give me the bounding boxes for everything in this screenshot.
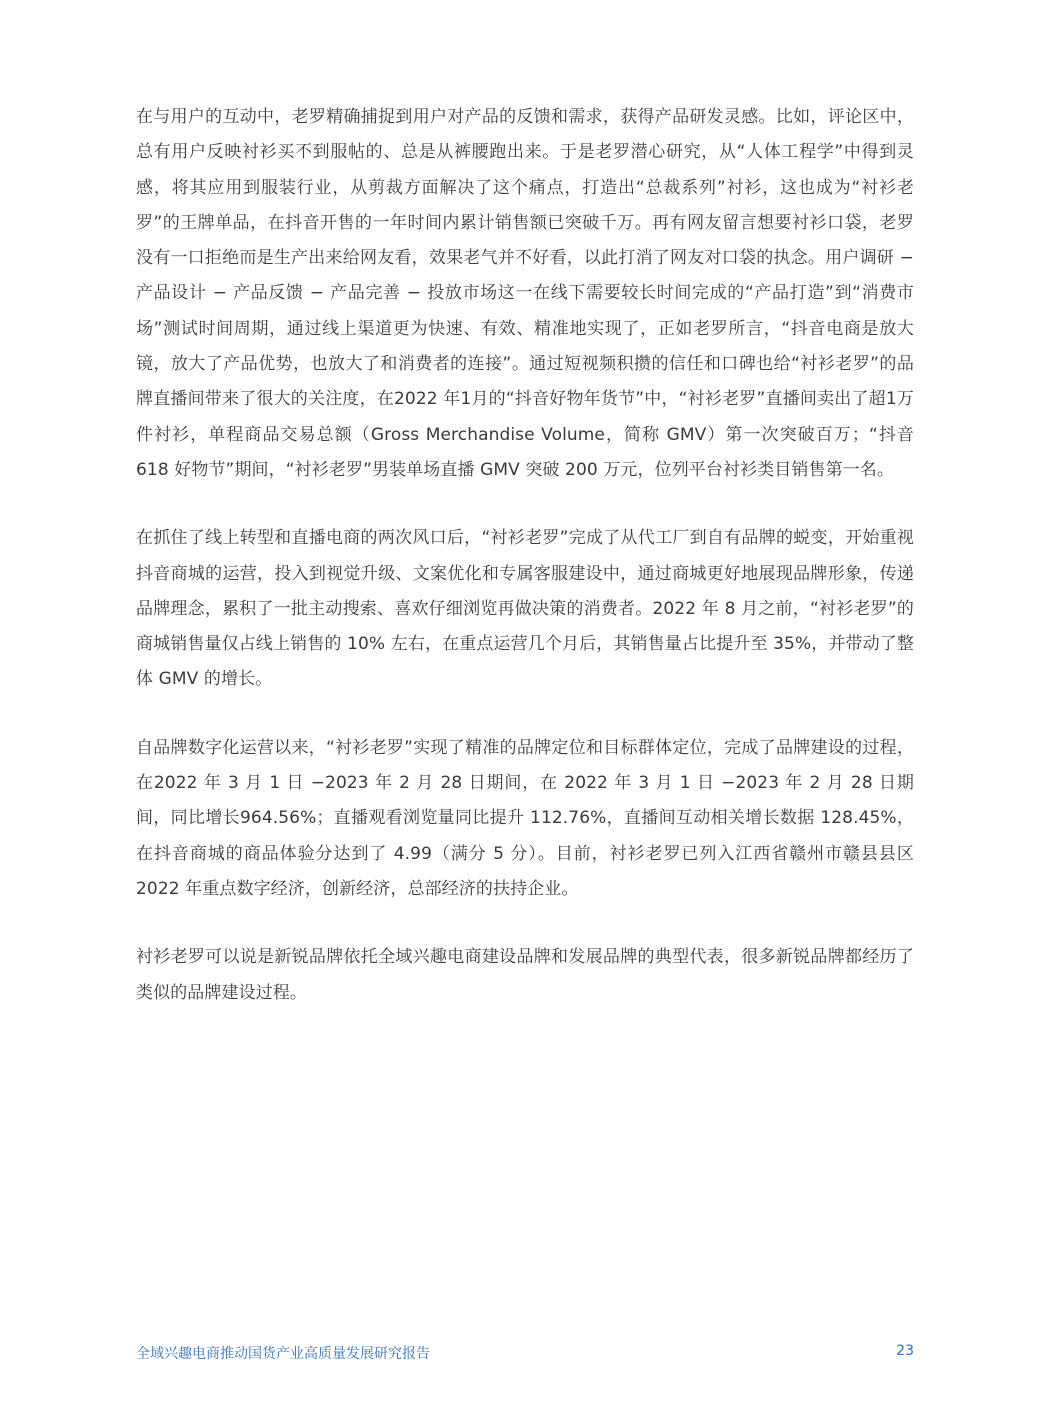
- paragraph-1: 在与用户的互动中，老罗精确捕捉到用户对产品的反馈和需求，获得产品研发灵感。比如，评论区中，总有用户反映衬衫买不到服帖的、总是从裤腰跑出来。于是老罗潜心研究，从“人体工程学”中得到灵感，将其应用到服装行业，从剪裁方面解决了这个痛点，打造出“总裁系列”衬衫，这也成为“衬衫老罗”的王牌单品，在抖音开售的一年时间内累计销售额已突破千万。再有网友留言想要衬衫口袋，老罗没有一口拒绝而是生产出来给网友看，效果老气并不好看，以此打消了网友对口袋的执念。用户调研 − 产品设计 − 产品反馈 − 产品完善 − 投放市场这一在线下需要较长时间完成的“产品打造”到“消费市场”测试时间周期，通过线上渠道更为快速、有效、精准地实现了，正如老罗所言，“抖音电商是放大镜，放大了产品优势，也放大了和消费者的连接”。通过短视频积攒的信任和口碑也给“衬衫老罗”的品牌直播间带来了很大的关注度，在2022 年1月的“抖音好物年货节”中，“衬衫老罗”直播间卖出了超1万件衬衫，单程商品交易总额（Gross Merchandise Volume，简称 GMV）第一次突破百万；“抖音 618 好物节”期间，“衬衫老罗”男装单场直播 GMV 突破 200 万元，位列平台衬衫类目销售第一名。: [136, 107, 914, 480]
- report-title: 全域兴趣电商推动国货产业高质量发展研究报告: [136, 1346, 430, 1362]
- page-footer: [136, 1343, 914, 1365]
- paragraph-2: 在抓住了线上转型和直播电商的两次风口后，“衬衫老罗”完成了从代工厂到自有品牌的蜕变，开始重视抖音商城的运营，投入到视觉升级、文案优化和专属客服建设中，通过商城更好地展现品牌形象，传递品牌理念，累积了一批主动搜索、喜欢仔细浏览再做决策的消费者。2022 年 8 月之前，“衬衫老罗”的商城销售量仅占线上销售的 10% 左右，在重点运营几个月后，其销售量占比提升至 35%，并带动了整体 GMV 的增长。: [136, 528, 914, 690]
- article-body: [136, 100, 914, 1044]
- page-number: 23: [896, 1343, 914, 1359]
- paragraph-3: 自品牌数字化运营以来，“衬衫老罗”实现了精准的品牌定位和目标群体定位，完成了品牌建设的过程，在2022 年 3 月 1 日 −2023 年 2 月 28 日期间，在 2022 年 3 月 1 日 −2023 年 2 月 28 日期间，同比增长964.56%；直播观看浏览量同比提升 112.76%，直播间互动相关增长数据 128.45%，在抖音商城的商品体验分达到了 4.99（满分 5 分）。目前，衬衫老罗已列入江西省赣州市赣县县区 2022 年重点数字经济，创新经济，总部经济的扶持企业。: [136, 737, 914, 899]
- paragraph-4: 衬衫老罗可以说是新锐品牌依托全域兴趣电商建设品牌和发展品牌的典型代表，很多新锐品牌都经历了类似的品牌建设过程。: [136, 947, 914, 1003]
